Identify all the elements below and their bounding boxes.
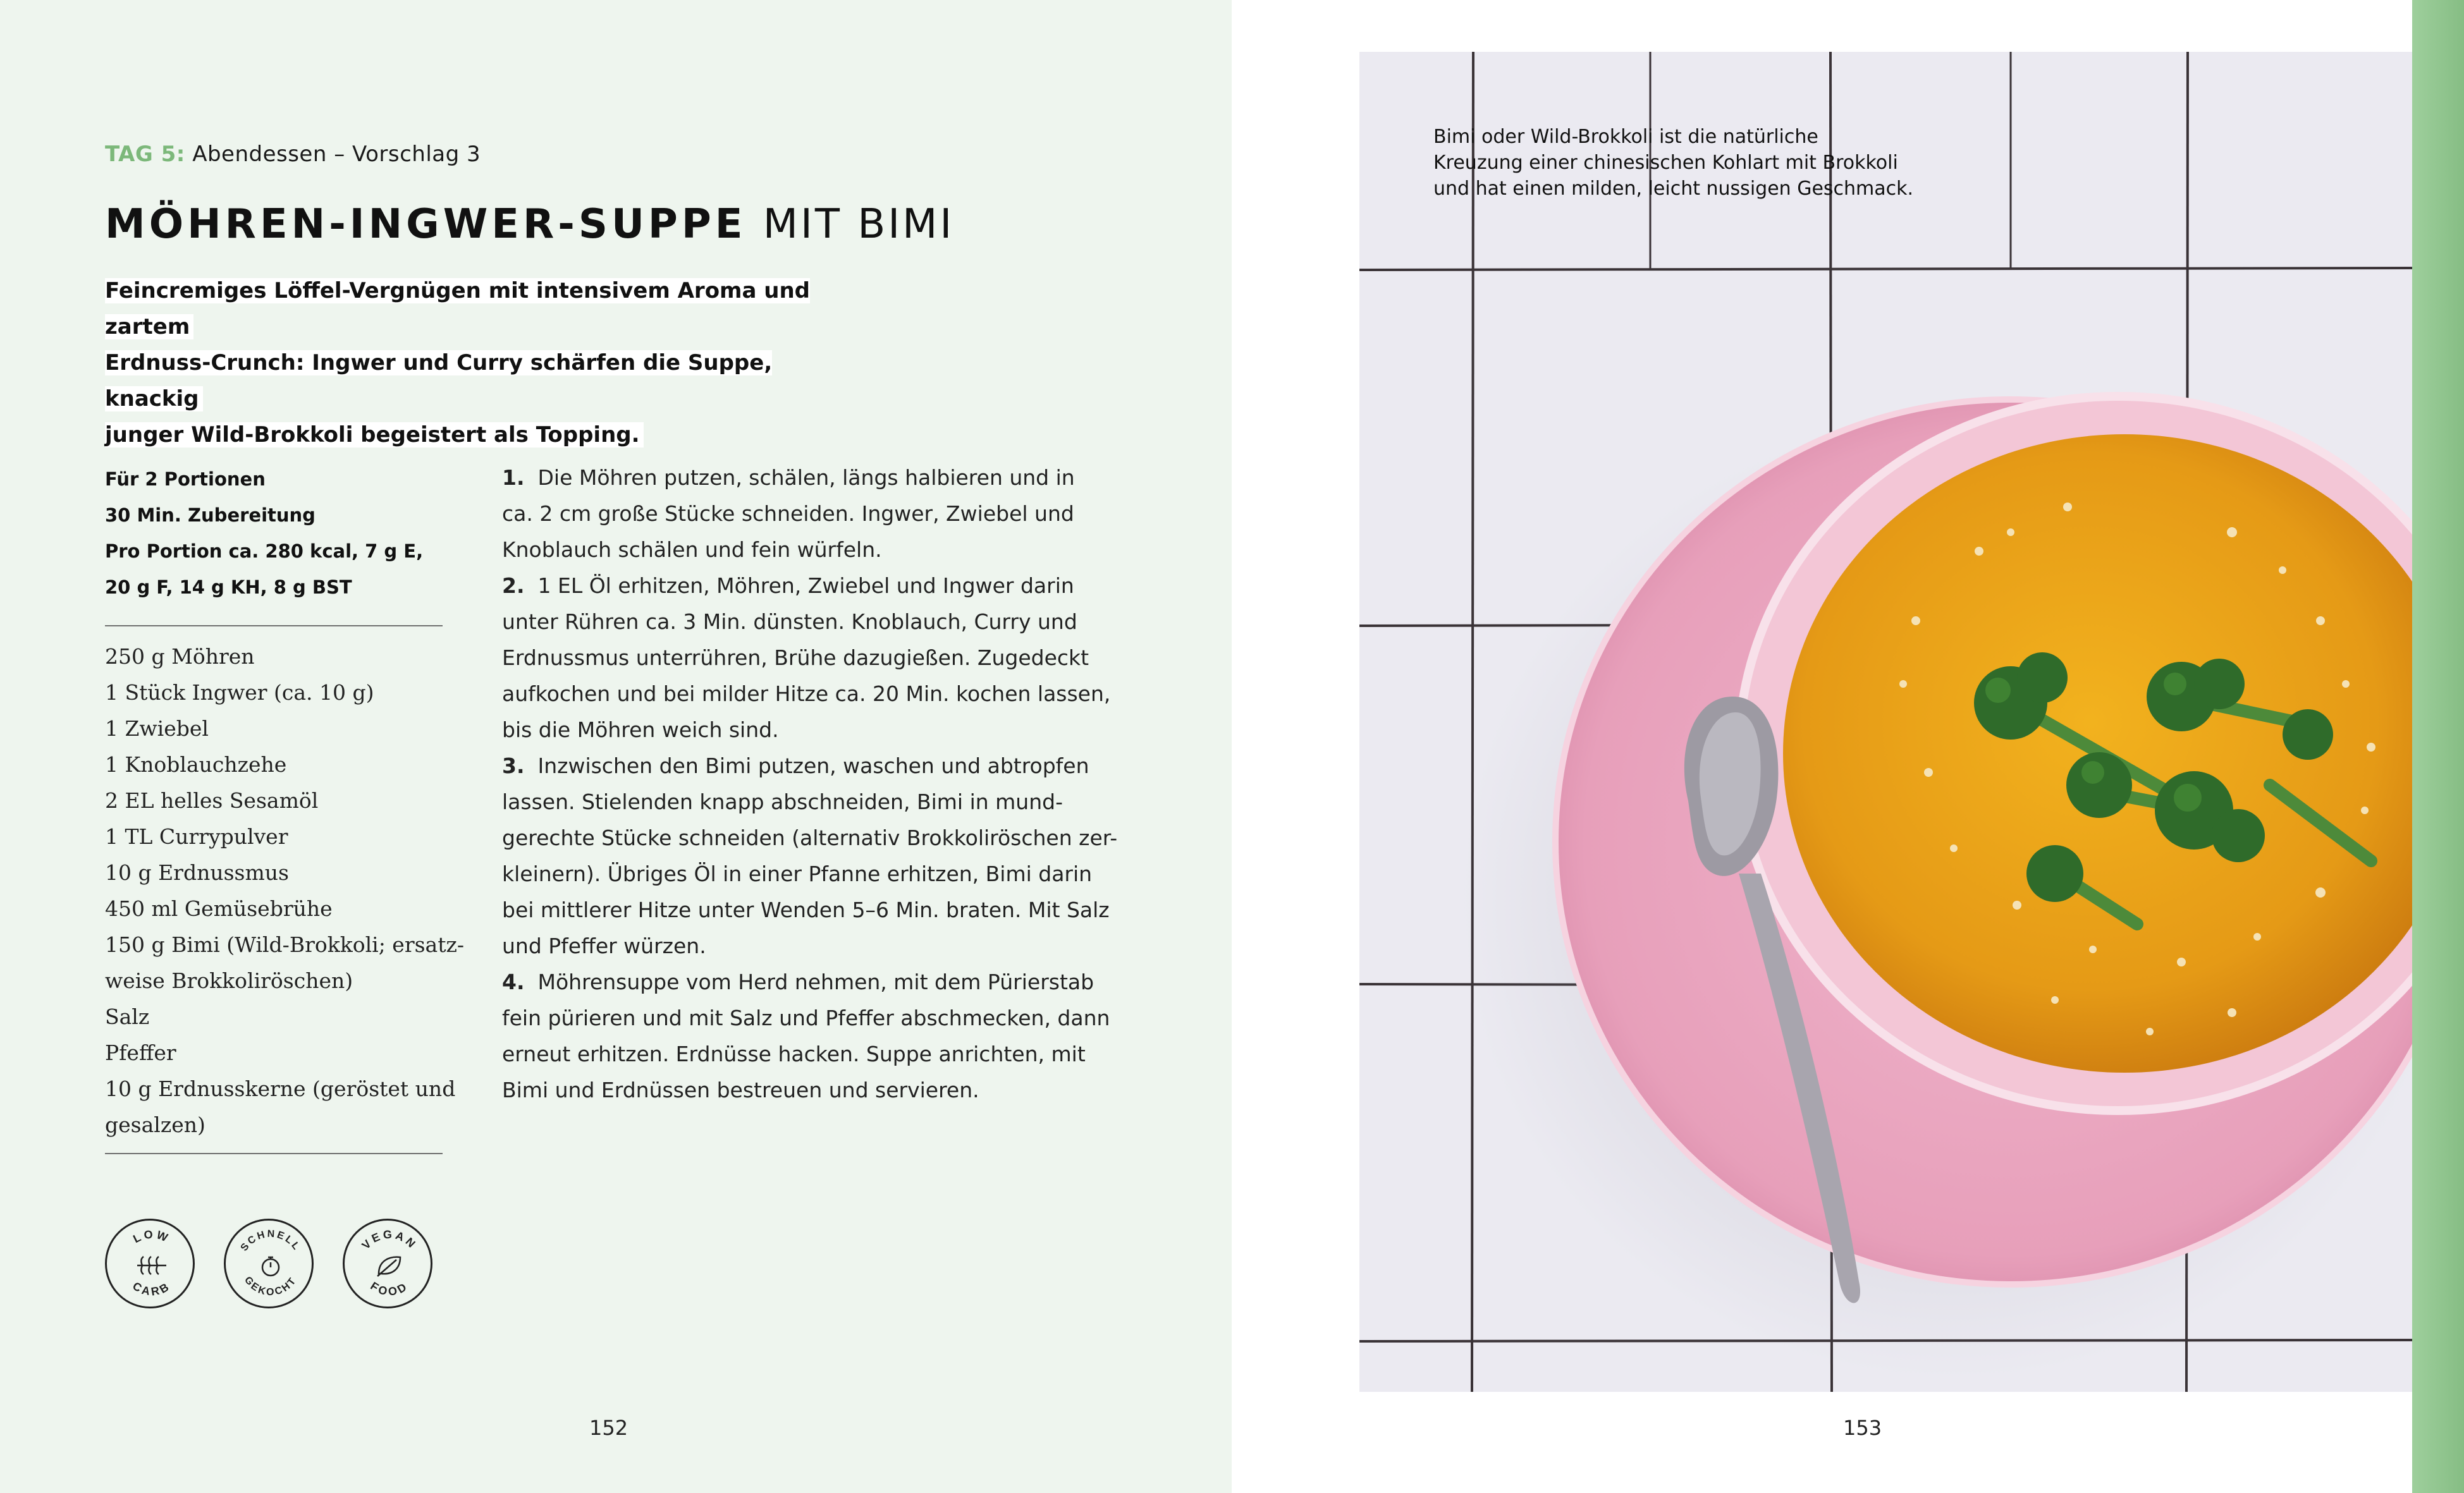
step-number: 4.: [502, 970, 525, 994]
day-tag: TAG 5:: [105, 142, 185, 167]
recipe-meta: [105, 461, 446, 606]
svg-text:SCHNELL: [239, 1229, 303, 1253]
method-steps: [502, 460, 1141, 1108]
page-number-left: 152: [589, 1416, 628, 1440]
soup-photo: [1359, 52, 2412, 1392]
nutrition-line: 20 g F, 14 g KH, 8 g BST: [105, 576, 352, 598]
page-number-right: 153: [1843, 1416, 1882, 1440]
divider: [105, 1153, 443, 1154]
ingredient-item: 450 ml Gemüsebrühe: [105, 896, 333, 921]
step-line: und Pfeffer würzen.: [502, 934, 706, 958]
recipe-intro: [105, 273, 819, 453]
svg-text:LOW: [131, 1228, 171, 1246]
step-line: unter Rühren ca. 3 Min. dünsten. Knoblauch, Curry und: [502, 609, 1077, 634]
step-line: bei mittlerer Hitze unter Wenden 5–6 Min. braten. Mit Salz: [502, 898, 1110, 922]
step-number: 1.: [502, 465, 525, 490]
badge-low-carb: [105, 1219, 195, 1308]
ingredient-list: [105, 638, 465, 1143]
step-line: lassen. Stielenden knapp abschneiden, Bimi in mund-: [502, 789, 1063, 814]
ingredient-item: 2 EL helles Sesamöl: [105, 788, 319, 813]
ingredient-item: 1 Stück Ingwer (ca. 10 g): [105, 680, 374, 705]
ingredient-item: Salz: [105, 1004, 150, 1029]
step-line: erneut erhitzen. Erdnüsse hacken. Suppe anrichten, mit: [502, 1042, 1086, 1066]
badge-bottom-text: GEKOCHT: [242, 1274, 299, 1298]
ingredient-item: 250 g Möhren: [105, 644, 255, 669]
caption-line: und hat einen milden, leicht nussigen Geschmack.: [1433, 178, 1914, 200]
divider: [105, 625, 443, 626]
step-line: Möhrensuppe vom Herd nehmen, mit dem Pürierstab: [537, 970, 1094, 994]
step: [502, 748, 1141, 964]
meal-label: Abendessen – Vorschlag 3: [192, 142, 481, 167]
recipe-title-sub: MIT BIMI: [763, 201, 955, 248]
badge-top-text: LOW: [131, 1228, 172, 1246]
step-line: 1 EL Öl erhitzen, Möhren, Zwiebel und Ingwer darin: [537, 573, 1074, 598]
day-header: [105, 142, 481, 167]
step-line: kleinern). Übriges Öl in einer Pfanne erhitzen, Bimi darin: [502, 862, 1093, 886]
ingredient-item: 10 g Erdnusskerne (geröstet und: [105, 1076, 456, 1101]
stopwatch-icon: [262, 1257, 279, 1276]
ingredient-item: 1 TL Currypulver: [105, 824, 288, 849]
herb-icon: [137, 1257, 166, 1274]
intro-line: Erdnuss-Crunch: Ingwer und Curry schärfen die Suppe, knackig: [105, 350, 773, 411]
ingredient-item: weise Brokkoliröschen): [105, 968, 353, 993]
page-edge-strip: [2412, 0, 2464, 1493]
badge-top-text: VEGAN: [359, 1228, 420, 1252]
ingredient-item: 1 Zwiebel: [105, 716, 209, 741]
caption-line: Bimi oder Wild-Brokkoli ist die natürliche: [1433, 126, 1818, 148]
caption-line: Kreuzung einer chinesischen Kohlart mit Brokkoli: [1433, 152, 1898, 174]
ingredient-item: Pfeffer: [105, 1040, 176, 1065]
svg-text:VEGAN: [359, 1228, 419, 1252]
step-line: Erdnussmus unterrühren, Brühe dazugießen. Zugedeckt: [502, 645, 1089, 670]
badge-bottom-text: CARB: [130, 1279, 173, 1298]
step-number: 3.: [502, 753, 525, 778]
step-line: ca. 2 cm große Stücke schneiden. Ingwer, Zwiebel und: [502, 501, 1074, 526]
nutrition-line: Pro Portion ca. 280 kcal, 7 g E,: [105, 540, 424, 562]
svg-text:CARB: [130, 1279, 173, 1298]
step: [502, 964, 1141, 1108]
step-line: aufkochen und bei milder Hitze ca. 20 Min. kochen lassen,: [502, 681, 1111, 706]
step-line: fein pürieren und mit Salz und Pfeffer abschmecken, dann: [502, 1006, 1110, 1030]
badge-schnell-gekocht: [224, 1219, 314, 1308]
photo-caption: [1433, 124, 1977, 202]
step-line: Die Möhren putzen, schälen, längs halbieren und in: [537, 465, 1075, 490]
recipe-title-main: MÖHREN-INGWER-SUPPE: [105, 201, 747, 248]
intro-line: junger Wild-Brokkoli begeistert als Topping.: [105, 422, 644, 448]
badge-bottom-text: FOOD: [368, 1279, 411, 1298]
badge-top-text: SCHNELL: [238, 1228, 303, 1253]
step-line: Inzwischen den Bimi putzen, waschen und abtropfen: [537, 753, 1089, 778]
badge-vegan-food: [343, 1219, 432, 1308]
svg-text:FOOD: [368, 1279, 410, 1298]
step-line: Bimi und Erdnüssen bestreuen und servieren.: [502, 1078, 979, 1102]
step-line: bis die Möhren weich sind.: [502, 717, 779, 742]
ingredient-item: 1 Knoblauchzehe: [105, 752, 287, 777]
svg-text:GEKOCHT: [242, 1275, 299, 1298]
ingredient-item: 150 g Bimi (Wild-Brokkoli; ersatz-: [105, 932, 465, 957]
recipe-title: [105, 201, 954, 248]
leaf-icon: [377, 1257, 400, 1276]
servings: Für 2 Portionen: [105, 468, 266, 490]
ingredient-item: 10 g Erdnussmus: [105, 860, 289, 885]
step: [502, 568, 1141, 748]
step: [502, 460, 1141, 568]
ingredient-item: gesalzen): [105, 1112, 205, 1137]
step-line: gerechte Stücke schneiden (alternativ Brokkoliröschen zer-: [502, 826, 1118, 850]
intro-line: Feincremiges Löffel-Vergnügen mit intensivem Aroma und zartem: [105, 278, 811, 339]
step-number: 2.: [502, 573, 525, 598]
prep-time: 30 Min. Zubereitung: [105, 504, 316, 526]
step-line: Knoblauch schälen und fein würfeln.: [502, 537, 882, 562]
